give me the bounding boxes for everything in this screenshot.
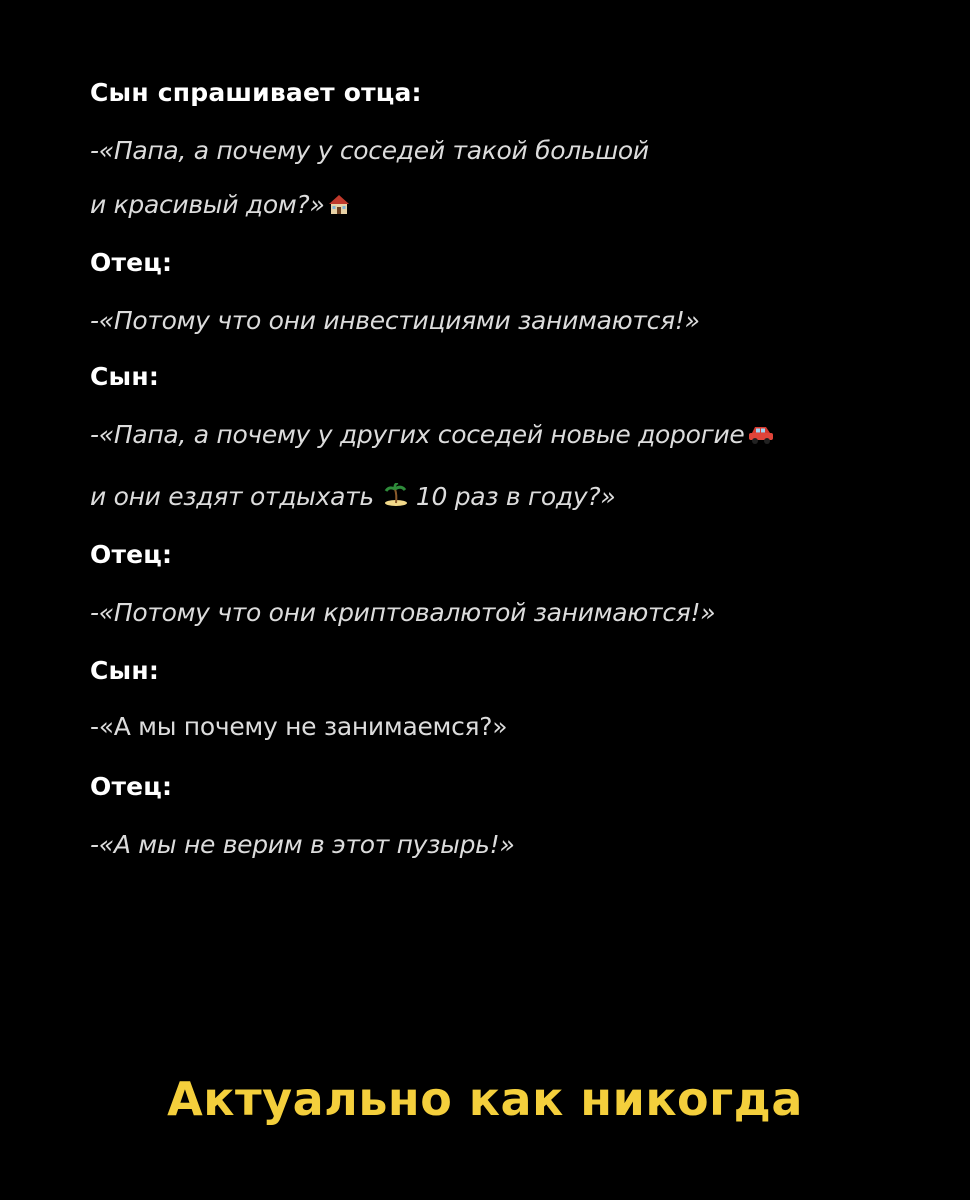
speech-line: -«А мы не верим в этот пузырь!» [90, 830, 515, 859]
speaker-father: Отец: [90, 772, 173, 801]
speech-line [90, 482, 615, 511]
speech-text: и они ездят отдыхать [90, 482, 374, 511]
tagline: Актуально как никогда [167, 1072, 803, 1126]
speech-line: -«Потому что они криптовалютой занимаются!» [90, 598, 716, 627]
speaker-father: Отец: [90, 248, 173, 277]
speech-line: -«Потому что они инвестициями занимаются!» [90, 306, 700, 335]
speech-text: и красивый дом?» [90, 190, 325, 219]
speech-line [90, 420, 774, 449]
speaker-father: Отец: [90, 540, 173, 569]
speech-text: 10 раз в году?» [415, 482, 616, 511]
speaker-son: Сын: [90, 362, 160, 391]
speaker-son: Сын: [90, 656, 160, 685]
speaker-son: Сын спрашивает отца: [90, 78, 422, 107]
island-icon [384, 483, 408, 507]
speech-line: -«Папа, а почему у соседей такой большой [90, 136, 649, 165]
speech-line [90, 190, 350, 219]
speech-line: -«А мы почему не занимаемся?» [90, 712, 508, 741]
car-icon [748, 423, 774, 445]
speech-text: -«Папа, а почему у других соседей новые дорогие [90, 420, 745, 449]
house-icon [328, 193, 350, 215]
